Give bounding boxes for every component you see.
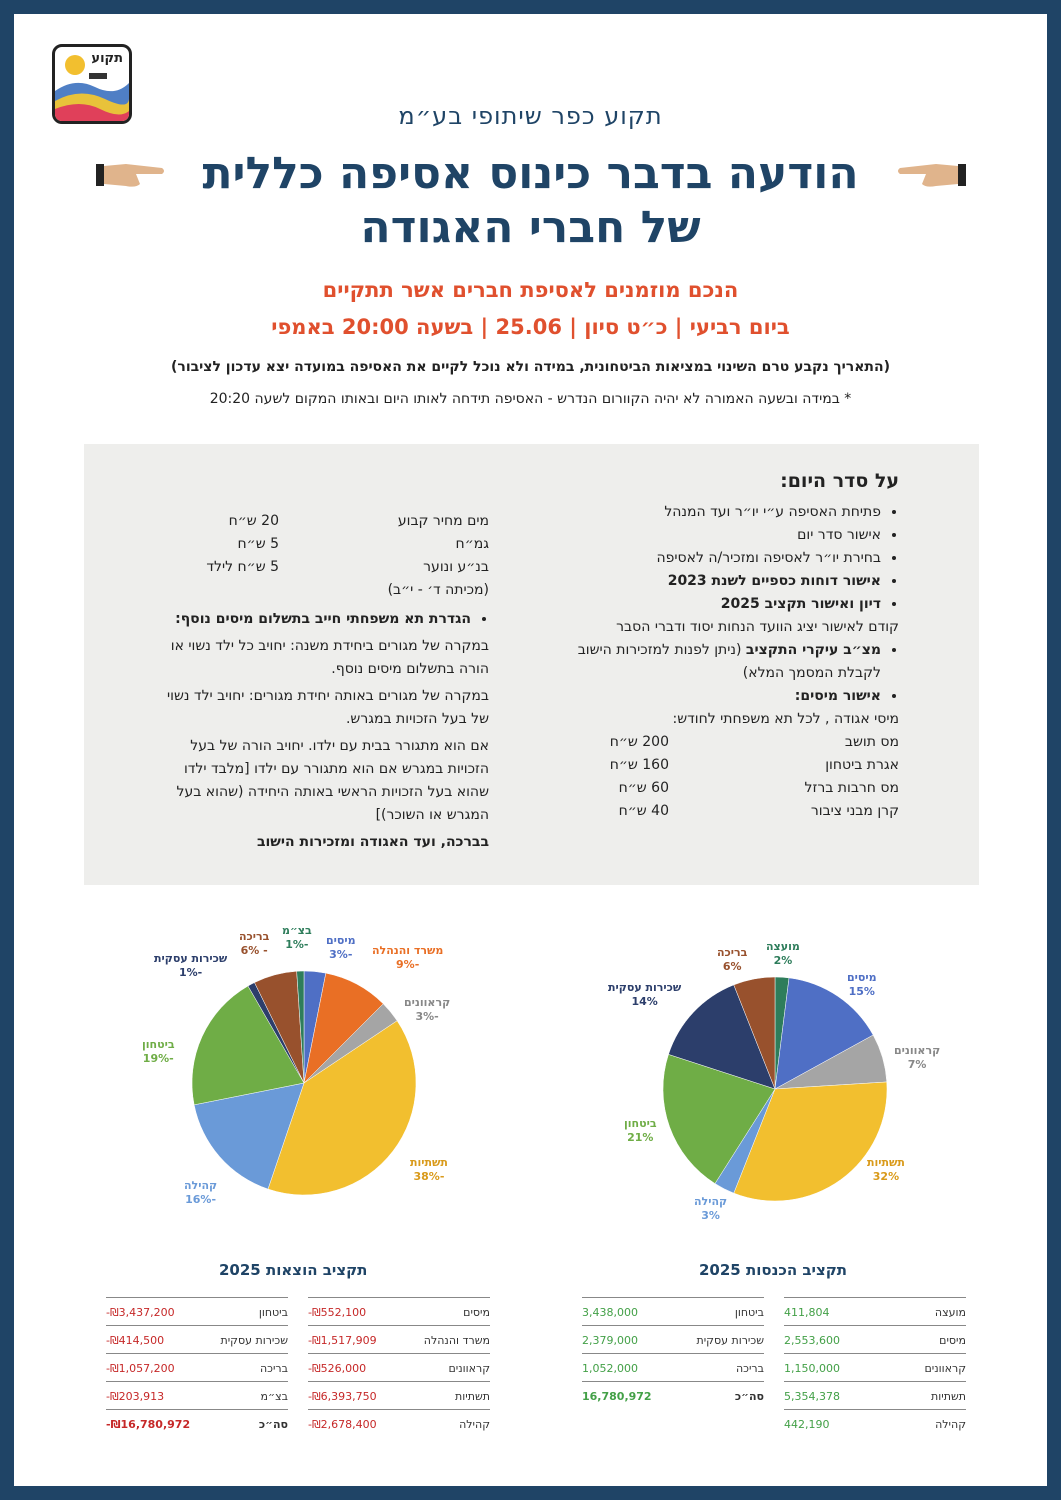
agenda-item: • אישור סדר יום xyxy=(569,524,881,547)
pie-label: קראוונים 7% xyxy=(894,1044,941,1071)
table-label: מיסים xyxy=(463,1305,490,1319)
org-name: תקוע כפר שיתופי בע״מ xyxy=(398,102,663,130)
pie-label: תשתיות -38% xyxy=(410,1156,448,1183)
budget-sub: קודם לאישור יציג הוועד הנחות יסוד ודברי הסבר xyxy=(616,619,899,635)
date-line: ביום רביעי | כ״ט סיון | 25.06 | בשעה 20:00 באמפי xyxy=(271,315,790,339)
table-row xyxy=(784,1297,966,1326)
tax-row: מס תושב 200 ש״ח xyxy=(609,734,899,750)
table-value: 1,150,000 xyxy=(784,1361,840,1375)
table-row xyxy=(106,1381,288,1410)
expense-chart-title: תקציב הוצאות 2025 xyxy=(219,1261,368,1279)
agenda-item xyxy=(569,639,881,685)
table-label: קראוונים xyxy=(448,1361,490,1375)
fee-row: גמ״ח 5 ש״ח xyxy=(237,536,489,552)
pie-label: קראוונים -3% xyxy=(404,996,451,1023)
pie-label: קהילה -16% xyxy=(184,1179,218,1206)
pie-label: מיסים 15% xyxy=(847,971,877,998)
table-label: בצ״מ xyxy=(260,1389,288,1403)
table-value: 3,438,000 xyxy=(582,1305,638,1319)
table-label: בריכה xyxy=(735,1361,764,1375)
table-row xyxy=(106,1325,288,1354)
table-label: תשתיות xyxy=(455,1389,490,1403)
main-points-bold: מצ״ב עיקרי התקציב xyxy=(745,642,881,658)
agenda-item: • פתיחת האסיפה ע״י יו״ר ועד המנהל xyxy=(569,501,881,524)
table-value: 16,780,972 xyxy=(582,1389,652,1403)
table-value: -₪3,437,200 xyxy=(106,1305,175,1319)
income-pie-chart xyxy=(660,974,890,1204)
date-note: (התאריך נקבע טרם השינוי במציאות הביטחונית, במידה ולא נוכל לקיים את האסיפה במועדה יצא עדכון לציבור) xyxy=(171,359,890,375)
table-value: 1,052,000 xyxy=(582,1361,638,1375)
pie-label: שכירות עסקית -1% xyxy=(154,952,228,979)
table-label: קראוונים xyxy=(924,1361,966,1375)
tax-row: קרן מבני ציבור 40 ש״ח xyxy=(618,803,899,819)
pie-label: קהילה 3% xyxy=(694,1195,728,1222)
pie-label: תשתיות 32% xyxy=(867,1156,905,1183)
table-label: ביטחון xyxy=(734,1305,764,1319)
table-label: קהילה xyxy=(935,1417,966,1431)
table-row xyxy=(308,1381,490,1410)
agenda-item: • דיון ואישור תקציב 2025 xyxy=(569,593,881,616)
agenda-list xyxy=(569,501,899,616)
title-line-1: הודעה בדבר כינוס אסיפה כללית xyxy=(202,148,859,199)
household-para: במקרה של מגורים ביחידת משנה: יחויב כל ילד נשוי או הורה בתשלום מיסים נוסף. xyxy=(170,638,489,677)
table-value: -₪414,500 xyxy=(106,1333,165,1347)
table-row xyxy=(784,1409,966,1438)
taxes-sub: מיסי אגודה , לכל תא משפחתי לחודש: xyxy=(672,711,899,727)
agenda-item: • בחירת יו״ר לאסיפה ומזכיר/ה לאסיפה xyxy=(569,547,881,570)
table-label: סה״כ xyxy=(734,1389,764,1403)
main-points-rest: (ניתן לפנות למזכירות הישוב לקבלת המסמך המלא) xyxy=(577,642,881,681)
expense-pie-chart xyxy=(189,968,419,1198)
table-row xyxy=(784,1381,966,1410)
tax-row: מס חרבות ברזל 60 ש״ח xyxy=(618,780,899,796)
signature: בברכה, ועד האגודה ומזכירות הישוב xyxy=(256,834,489,850)
table-value: -₪6,393,750 xyxy=(308,1389,377,1403)
table-label: משרד והנהלה xyxy=(423,1333,490,1347)
table-value: 2,379,000 xyxy=(582,1333,638,1347)
table-label: סה״כ xyxy=(258,1417,288,1431)
fee-row: מים מחיר קבוע 20 ש״ח xyxy=(228,513,489,529)
pie-label: בריכה 6% xyxy=(717,946,748,973)
fee-row: בנ״ע ונוער 5 ש״ח לילד xyxy=(206,559,489,575)
fees-note: (מכיתה ד׳ - י״ב) xyxy=(387,582,489,598)
table-row xyxy=(308,1353,490,1382)
household-para: במקרה של מגורים באותה יחידת מגורים: יחויב ילד נשוי של בעל הזכויות במגרש. xyxy=(167,688,489,727)
household-para: אם הוא מתגורר בבית עם ילדו. יחויב הורה של בעל הזכויות במגרש אם הוא מתגורר עם ילדו [מלבד ילדו שהוא בעל הזכויות הראשי באותה היחידה (שהוא בעל המגרש או השוכר)] xyxy=(176,738,489,823)
tax-row: אגרת ביטחון 160 ש״ח xyxy=(609,757,899,773)
table-label: בריכה xyxy=(259,1361,288,1375)
table-row xyxy=(582,1353,764,1382)
table-value: 2,553,600 xyxy=(784,1333,840,1347)
table-row xyxy=(784,1353,966,1382)
table-label: שכירות עסקית xyxy=(696,1333,764,1347)
pie-label: שכירות עסקית 14% xyxy=(608,981,682,1008)
table-value: 5,354,378 xyxy=(784,1389,840,1403)
agenda-title: על סדר היום: xyxy=(780,470,899,492)
income-chart-title: תקציב הכנסות 2025 xyxy=(699,1261,848,1279)
notice-page xyxy=(14,14,1047,1486)
table-row xyxy=(106,1353,288,1382)
pie-label: בצ״מ -1% xyxy=(282,924,312,951)
table-label: קהילה xyxy=(459,1417,490,1431)
table-row xyxy=(308,1409,490,1438)
table-row xyxy=(308,1325,490,1354)
table-row xyxy=(784,1325,966,1354)
table-label: ביטחון xyxy=(258,1305,288,1319)
table-row xyxy=(308,1297,490,1326)
table-value: -₪16,780,972 xyxy=(106,1417,191,1431)
table-row xyxy=(582,1325,764,1354)
pie-label: בריכה - 6% xyxy=(239,930,270,957)
pie-label: משרד והנהלה -9% xyxy=(372,944,444,971)
invite-text: הנכם מוזמנים לאסיפת חברים אשר תתקיים xyxy=(322,278,739,302)
table-value: 442,190 xyxy=(784,1417,830,1431)
pie-label: מיסים -3% xyxy=(326,934,356,961)
pie-label: מועצה 2% xyxy=(766,940,800,967)
agenda-item: • אישור דוחות כספיים לשנת 2023 xyxy=(569,570,881,593)
agenda-box xyxy=(84,444,979,885)
pie-label: ביטחון -19% xyxy=(142,1038,175,1065)
fees-column xyxy=(149,510,489,858)
table-row xyxy=(106,1409,288,1438)
table-value: -₪2,678,400 xyxy=(308,1417,377,1431)
table-row xyxy=(106,1297,288,1326)
table-value: -₪203,913 xyxy=(106,1389,165,1403)
pie-label: ביטחון 21% xyxy=(624,1117,657,1144)
taxes-title: • אישור מיסים: xyxy=(569,685,881,708)
table-value: -₪1,517,909 xyxy=(308,1333,377,1347)
table-row xyxy=(582,1297,764,1326)
agenda-column xyxy=(569,470,899,823)
table-label: מיסים xyxy=(939,1333,966,1347)
table-label: תשתיות xyxy=(931,1389,966,1403)
table-value: -₪526,000 xyxy=(308,1361,367,1375)
table-label: שכירות עסקית xyxy=(220,1333,288,1347)
logo-text: תקוע xyxy=(91,51,123,66)
table-value: -₪552,100 xyxy=(308,1305,367,1319)
household-title: • הגדרת תא משפחתי חייב בתשלום מיסים נוסף: xyxy=(149,608,471,631)
table-value: 411,804 xyxy=(784,1305,830,1319)
table-value: -₪1,057,200 xyxy=(106,1361,175,1375)
table-row xyxy=(582,1381,764,1410)
table-label: מועצה xyxy=(934,1305,966,1319)
title-line-2: של חברי האגודה xyxy=(360,202,701,253)
quorum-note: * במידה ובשעה האמורה לא יהיה הקוורום הנדרש - האסיפה תידחה לאותו היום ובאותו המקום לשעה 20:20 xyxy=(209,391,852,407)
